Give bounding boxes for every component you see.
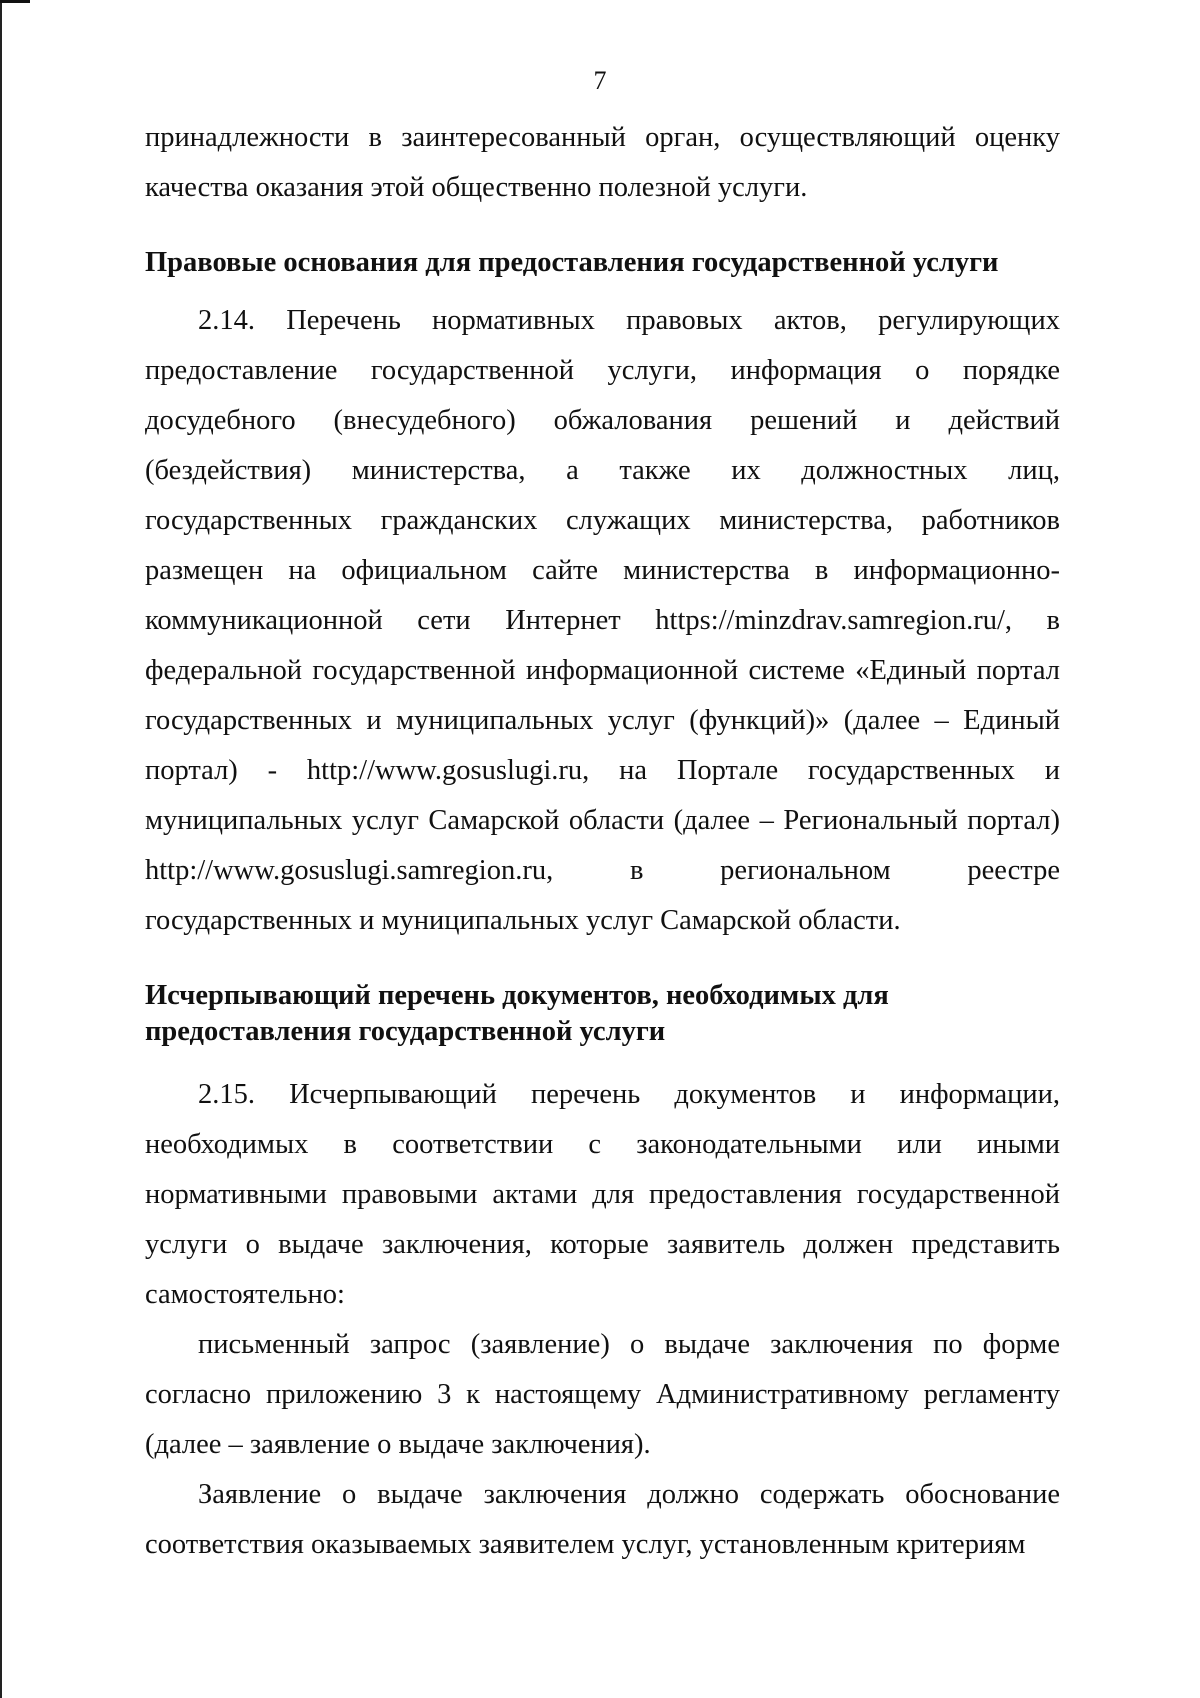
section-heading-legal-basis: Правовые основания для предоставления государственной услуги: [145, 247, 999, 278]
paragraph-application-content: Заявление о выдаче заключения должно содержать обоснование соответствия оказываемых заявителем услуг, установленным критериям: [145, 1479, 1060, 1560]
page-number: 7: [593, 66, 607, 95]
document-body: [145, 113, 1060, 1570]
scan-corner-mark: [0, 0, 30, 3]
paragraph-continuation: принадлежности в заинтересованный орган, осуществляющий оценку качества оказания этой общественно полезной услуги.: [145, 122, 1060, 203]
section-heading-documents-line-1: Исчерпывающий перечень документов, необходимых для: [145, 980, 889, 1011]
section-heading-documents-line-2: предоставления государственной услуги: [145, 1016, 666, 1047]
scan-edge-line: [0, 0, 2, 1698]
section-heading-documents: [145, 978, 1060, 1050]
paragraph-2-14: 2.14. Перечень нормативных правовых актов, регулирующих предоставление государственной услуги, информация о порядке досудебного (внесудебного) обжалования решений и действий (бездействия) министерства, а также их должностных лиц, государственных гражданских служащих министерства, работников размещен на официальном сайте министерства в информационно-коммуникационной сети Интернет https://minzdrav.samregion.ru/, в федеральной государственной информационной системе «Единый портал государственных и муниципальных услуг (функций)» (далее – Единый портал) - http://www.gosuslugi.ru, на Портале государственных и муниципальных услуг Самарской области (далее – Региональный портал) http://www.gosuslugi.samregion.ru, в региональном реестре государственных и муниципальных услуг Самарской области.: [145, 305, 1060, 936]
paragraph-written-request: письменный запрос (заявление) о выдаче заключения по форме согласно приложению 3 к настоящему Административному регламенту (далее – заявление о выдаче заключения).: [145, 1329, 1060, 1460]
paragraph-2-15: 2.15. Исчерпывающий перечень документов и информации, необходимых в соответствии с законодательными или иными нормативными правовыми актами для предоставления государственной услуги о выдаче заключения, которые заявитель должен представить самостоятельно:: [145, 1079, 1060, 1310]
